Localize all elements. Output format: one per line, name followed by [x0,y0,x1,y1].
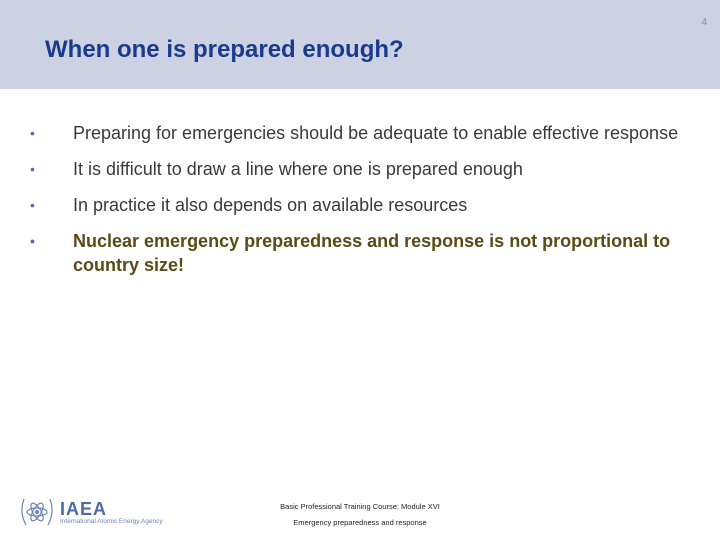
slide-title: When one is prepared enough? [45,36,404,63]
bullet-item-emphasis [30,229,690,277]
bullet-icon: • [30,233,35,249]
logo-name: IAEA [60,498,108,519]
bullet-text: Preparing for emergencies should be adequate to enable effective response [73,123,679,143]
bullet-icon: • [30,125,35,141]
atom-wreath-icon [18,495,56,529]
bullet-list [30,121,690,289]
page-number: 4 [701,17,707,28]
bullet-item [30,121,690,145]
bullet-text: Nuclear emergency preparedness and response is not proportional to country size! [73,231,671,275]
iaea-logo [18,495,163,529]
footer-course: Basic Professional Training Course: Module XVI [280,502,440,511]
bullet-text: In practice it also depends on available resources [73,195,468,215]
bullet-icon: • [30,197,35,213]
bullet-text: It is difficult to draw a line where one is prepared enough [73,159,523,179]
bullet-item [30,157,690,181]
slide-header [0,0,720,89]
footer-module: Emergency preparedness and response [293,518,427,527]
logo-subtitle: International Atomic Energy Agency [60,517,163,525]
bullet-item [30,193,690,217]
bullet-icon: • [30,161,35,177]
